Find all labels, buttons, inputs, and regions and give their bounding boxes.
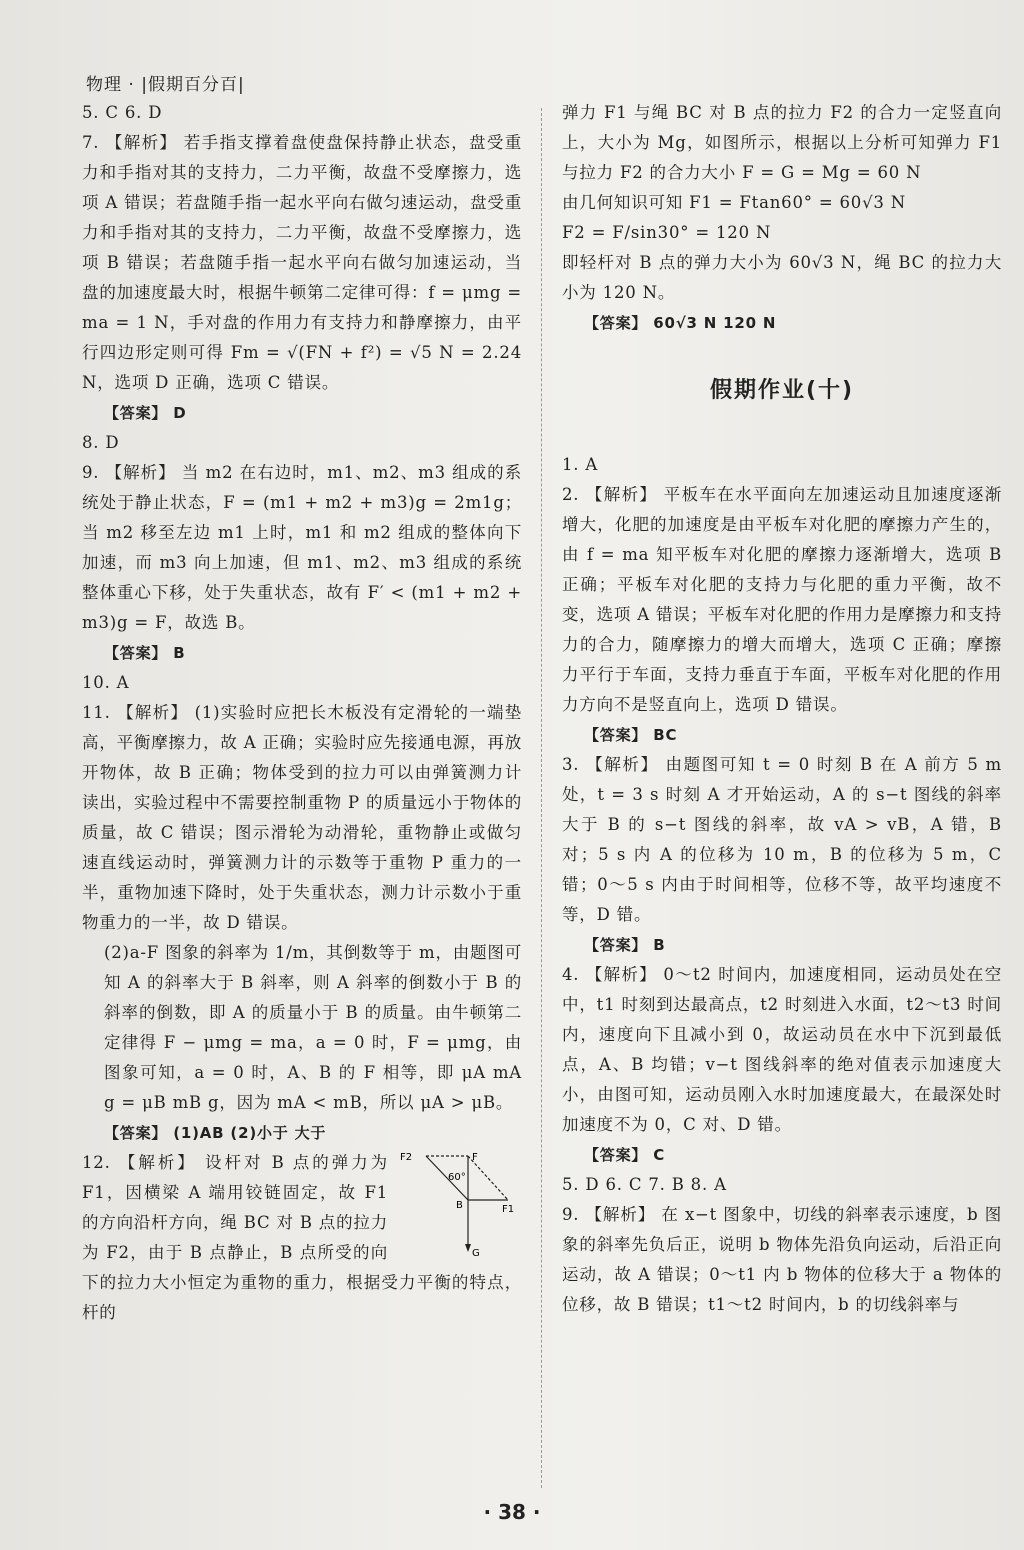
left-column [82,98,522,1328]
label-angle: 60° [448,1172,466,1183]
solution-9: 9. 【解析】 当 m2 在右边时，m1、m2、m3 组成的系统处于静止状态，F = (m1 + m2 + m3)g = 2m1g；当 m2 移至左边 m1 上时，m1 和 m2 组成的整体向下加速，而 m3 向上加速，但 m1、m2、m3 组成的系统整体重心下移，处于失重状态，故有 F′ < (m1 + m2 + m3)g = F，故选 B。 [82,463,522,632]
label-f: F [472,1152,478,1163]
right-column [562,98,1002,1320]
hw10-solution-9: 9. 【解析】 在 x−t 图象中，切线的斜率表示速度，b 图象的斜率先负后正，说明 b 物体先沿负向运动，后沿正向运动，故 A 错误；0～t1 内 b 物体的位移大于 a 物体的位移，故 B 错误；t1～t2 时间内，b 的切线斜率与 [562,1205,1002,1314]
label-b: B [456,1200,463,1211]
hw10-answer-2: 【答案】 BC [584,726,678,744]
label-f2: F2 [400,1152,413,1163]
label-f1: F1 [502,1204,515,1215]
hw10-solution-4: 4. 【解析】 0～t2 时间内，加速度相同，运动员处在空中，t1 时刻到达最高点，t2 时刻进入水面，t2～t3 时间内，速度向下且减小到 0，故运动员在水中下沉到最低点，A、B 均错；v−t 图线斜率的绝对值表示加速度大小，由图可知，运动员刚入水时加速度最大，在最深处时加速度不为 0，C 对、D 错。 [562,965,1002,1134]
hw10-answer-1: 1. A [562,455,599,474]
hw10-answer-4: 【答案】 C [584,1146,666,1164]
answer-12: 【答案】 60√3 N 120 N [584,314,777,332]
solution-12: 12. 【解析】 设杆对 B 点的弹力为 F1，因横梁 A 端用铰链固定，故 F1 的方向沿杆方向，绳 BC 对 B 点的拉力为 F2，由于 B 点静止，B 点所受的向下的拉力大小恒定为重物的重力，根据受力平衡的特点，杆的 [82,1153,522,1322]
solution-11-part1: 11. 【解析】 (1)实验时应把长木板没有定滑轮的一端垫高，平衡摩擦力，故 A 正确；实验时应先接通电源，再放开物体，故 B 正确；物体受到的拉力可以由弹簧测力计读出，实验过程中不需要控制重物 P 的质量远小于物体的质量，故 C 错误；图示滑轮为动滑轮，重物静止或做匀速直线运动时，弹簧测力计的示数等于重物 P 重力的一半，重物加速下降时，处于失重状态，测力计示数小于重物重力的一半，故 D 错误。 [82,703,523,932]
answer-7: 【答案】 D [104,404,187,422]
hw10-solution-2: 2. 【解析】 平板车在水平面向左加速运动且加速度逐渐增大，化肥的加速度是由平板车对化肥的摩擦力产生的，由 f = ma 知平板车对化肥的摩擦力逐渐增大，选项 B 正确；平板车对化肥的支持力与化肥的重力平衡，故不变，选项 A 错误；平板车对化肥的作用力是摩擦力和支持力的合力，随摩擦力的增大而增大，选项 C 正确；摩擦力平行于车面，支持力垂直于车面，平板车对化肥的作用力方向不是竖直向上，选项 D 错误。 [562,485,1003,714]
force-diagram [398,1148,518,1258]
solution-11-part2: (2)a-F 图象的斜率为 1/m，其倒数等于 m，由题图可知 A 的斜率大于 B 斜率，则 A 斜率的倒数小于 B 的斜率的倒数，即 A 的质量小于 B 的质量。由牛顿第二定律得 F − μmg = ma，a = 0 时，F = μmg，由图象可知，a = 0 时，A、B 的 F 相等，即 μA mA g = μB mB g，因为 mA < mB，所以 μA > μB。 [104,943,522,1112]
running-header: 物理 · |假期百分百| [86,75,245,95]
answer-11: 【答案】 (1)AB (2)小于 大于 [104,1124,327,1142]
conclusion-12: 即轻杆对 B 点的弹力大小为 60√3 N，绳 BC 的拉力大小为 120 N。 [562,253,1002,302]
solution-12-continued: 弹力 F1 与绳 BC 对 B 点的拉力 F2 的合力一定竖直向上，大小为 Mg，如图所示，根据以上分析可知弹力 F1 与拉力 F2 的合力大小 F = G = Mg = 60 N [562,103,1002,182]
hw10-solution-3: 3. 【解析】 由题图可知 t = 0 时刻 B 在 A 前方 5 m 处，t = 3 s 时刻 A 才开始运动，A 的 s−t 图线的斜率大于 B 的 s−t 图线的斜率，故 vA > vB，A 错，B 对；5 s 内 A 的位移为 10 m，B 的位移为 5 m，C 错；0～5 s 内由于时间相等，位移不等，故平均速度不等，D 错。 [562,755,1002,924]
answer-10: 10. A [82,673,130,692]
hw10-answer-3: 【答案】 B [584,936,666,954]
page-number: · 38 · [483,1500,541,1524]
solution-7: 7. 【解析】 若手指支撑着盘使盘保持静止状态，盘受重力和手指对其的支持力，二力平衡，故盘不受摩擦力，选项 A 错误；若盘随手指一起水平向右做匀速运动，盘受重力和手指对其的支持力，二力平衡，故盘不受摩擦力，选项 B 错误；若盘随手指一起水平向右做匀加速运动，当盘的加速度最大时，根据牛顿第二定律可得：f = μmg = ma = 1 N，手对盘的作用力有支持力和静摩擦力，由平行四边形定则可得 Fm = √(FN + f²) = √5 N = 2.24 N，选项 D 正确，选项 C 错误。 [82,133,523,392]
column-divider [541,108,542,1488]
answer-8: 8. D [82,433,120,452]
label-g: G [472,1248,480,1258]
equation-f1: 由几何知识可知 F1 = Ftan60° = 60√3 N [562,193,906,212]
answer-9: 【答案】 B [104,644,186,662]
section-title: 假期作业(十) [709,378,855,403]
equation-f2: F2 = F/sin30° = 120 N [562,223,772,242]
answer-5-6: 5. C 6. D [82,103,163,122]
hw10-answers-5-8: 5. D 6. C 7. B 8. A [562,1175,727,1194]
